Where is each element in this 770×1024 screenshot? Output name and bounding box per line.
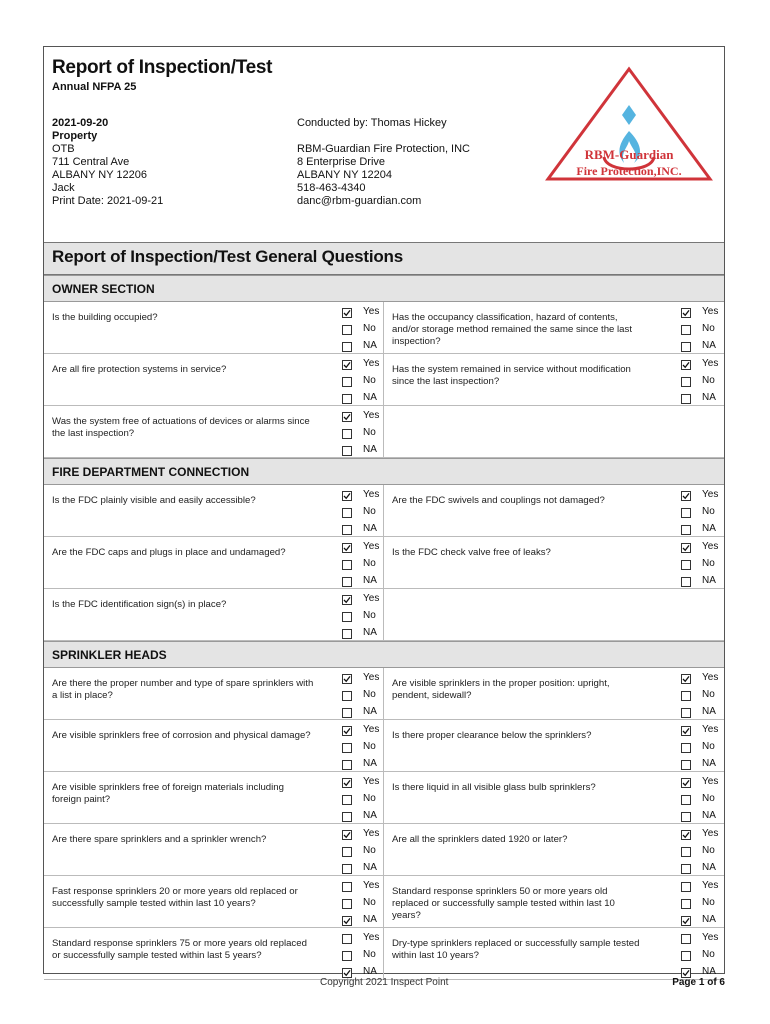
checkbox-yes[interactable] bbox=[681, 830, 691, 840]
checkbox-no[interactable] bbox=[681, 899, 691, 909]
checkbox-na[interactable] bbox=[342, 577, 352, 587]
answer-option[interactable] bbox=[681, 826, 731, 843]
checkbox-yes[interactable] bbox=[342, 882, 352, 892]
property-contact: Jack bbox=[52, 182, 75, 194]
checkbox-yes[interactable] bbox=[342, 308, 352, 318]
question-text: Standard response sprinklers 50 or more years old replaced or successfully sample tested within last 10 years? bbox=[392, 886, 615, 921]
option-label: No bbox=[702, 741, 715, 752]
checkmark-icon bbox=[343, 917, 351, 925]
option-label: No bbox=[702, 558, 715, 569]
checkmark-icon bbox=[682, 361, 690, 369]
checkmark-icon bbox=[343, 309, 351, 317]
company-name: RBM-Guardian Fire Protection, INC bbox=[297, 143, 470, 155]
checkbox-na[interactable] bbox=[681, 342, 691, 352]
checkbox-no[interactable] bbox=[342, 795, 352, 805]
empty-cell bbox=[384, 406, 724, 457]
answer-option[interactable] bbox=[681, 390, 731, 407]
checkmark-icon bbox=[682, 727, 690, 735]
answer-option[interactable] bbox=[681, 338, 731, 355]
option-label: NA bbox=[702, 758, 716, 769]
checkbox-na[interactable] bbox=[681, 394, 691, 404]
checkbox-yes[interactable] bbox=[681, 934, 691, 944]
question-cell bbox=[44, 302, 384, 353]
option-label: Yes bbox=[702, 932, 719, 943]
checkbox-no[interactable] bbox=[681, 377, 691, 387]
question-text: Is there liquid in all visible glass bulb sprinklers? bbox=[392, 782, 596, 793]
option-label: No bbox=[363, 427, 376, 438]
option-label: No bbox=[363, 506, 376, 517]
checkbox-no[interactable] bbox=[681, 743, 691, 753]
option-label: No bbox=[363, 323, 376, 334]
company-phone: 518-463-4340 bbox=[297, 182, 366, 194]
checkbox-na[interactable] bbox=[681, 916, 691, 926]
company-address-line2: ALBANY NY 12204 bbox=[297, 169, 392, 181]
checkmark-icon bbox=[343, 779, 351, 787]
answer-option[interactable] bbox=[681, 912, 731, 929]
checkmark-icon bbox=[343, 361, 351, 369]
option-label: No bbox=[363, 949, 376, 960]
question-cell bbox=[384, 772, 724, 823]
checkbox-na[interactable] bbox=[342, 446, 352, 456]
question-row bbox=[44, 406, 724, 458]
footer-page-number: Page 1 of 6 bbox=[672, 977, 725, 988]
logo-line2: Fire Protection,INC. bbox=[576, 164, 682, 178]
option-label: No bbox=[363, 558, 376, 569]
option-label: NA bbox=[363, 758, 377, 769]
checkbox-no[interactable] bbox=[342, 951, 352, 961]
answer-option[interactable] bbox=[681, 556, 731, 573]
checkbox-no[interactable] bbox=[342, 691, 352, 701]
question-text: Are visible sprinklers free of corrosion and physical damage? bbox=[52, 730, 311, 741]
section-title: SPRINKLER HEADS bbox=[52, 648, 167, 662]
answer-options bbox=[681, 722, 731, 773]
question-row bbox=[44, 668, 724, 720]
answer-option[interactable] bbox=[681, 521, 731, 538]
question-text: Standard response sprinklers 75 or more years old replaced or successfully sample tested within last 5 years? bbox=[52, 938, 307, 961]
option-label: NA bbox=[363, 392, 377, 403]
answer-option[interactable] bbox=[681, 504, 731, 521]
checkbox-na[interactable] bbox=[342, 916, 352, 926]
option-label: NA bbox=[363, 340, 377, 351]
checkmark-icon bbox=[343, 969, 351, 977]
report-page bbox=[43, 46, 725, 977]
answer-option[interactable] bbox=[681, 947, 731, 964]
checkbox-yes[interactable] bbox=[681, 674, 691, 684]
question-cell bbox=[384, 720, 724, 771]
option-label: NA bbox=[363, 444, 377, 455]
answer-options bbox=[681, 356, 731, 407]
option-label: NA bbox=[702, 523, 716, 534]
option-label: No bbox=[702, 793, 715, 804]
checkbox-yes[interactable] bbox=[681, 543, 691, 553]
question-cell bbox=[44, 824, 384, 875]
option-label: Yes bbox=[702, 776, 719, 787]
checkbox-yes[interactable] bbox=[681, 778, 691, 788]
option-label: NA bbox=[702, 706, 716, 717]
question-cell bbox=[44, 772, 384, 823]
checkbox-na[interactable] bbox=[342, 525, 352, 535]
checkbox-na[interactable] bbox=[342, 342, 352, 352]
answer-option[interactable] bbox=[681, 739, 731, 756]
option-label: NA bbox=[702, 914, 716, 925]
checkbox-no[interactable] bbox=[681, 951, 691, 961]
conducted-by: Conducted by: Thomas Hickey bbox=[297, 117, 447, 129]
checkbox-no[interactable] bbox=[681, 847, 691, 857]
option-label: NA bbox=[702, 340, 716, 351]
question-text: Is the building occupied? bbox=[52, 312, 158, 323]
option-label: No bbox=[702, 845, 715, 856]
question-text: Fast response sprinklers 20 or more years old replaced or successfully sample tested within last 10 years? bbox=[52, 886, 298, 909]
question-cell bbox=[44, 485, 384, 536]
question-cell bbox=[384, 485, 724, 536]
option-label: Yes bbox=[702, 672, 719, 683]
question-text: Are the FDC caps and plugs in place and undamaged? bbox=[52, 547, 286, 558]
option-label: NA bbox=[702, 392, 716, 403]
checkmark-icon bbox=[682, 544, 690, 552]
answer-option[interactable] bbox=[681, 356, 731, 373]
question-cell bbox=[384, 928, 724, 979]
section-title: OWNER SECTION bbox=[52, 282, 155, 296]
answer-option[interactable] bbox=[681, 808, 731, 825]
option-label: NA bbox=[363, 575, 377, 586]
answer-option[interactable] bbox=[681, 860, 731, 877]
option-label: No bbox=[363, 845, 376, 856]
checkbox-na[interactable] bbox=[342, 708, 352, 718]
checkbox-no[interactable] bbox=[342, 508, 352, 518]
answer-option[interactable] bbox=[681, 373, 731, 390]
question-text: Dry-type sprinklers replaced or successfully sample tested within last 10 years? bbox=[392, 938, 640, 961]
option-label: Yes bbox=[702, 306, 719, 317]
option-label: Yes bbox=[363, 358, 380, 369]
checkmark-icon bbox=[343, 492, 351, 500]
option-label: Yes bbox=[363, 672, 380, 683]
answer-option[interactable] bbox=[681, 704, 731, 721]
answer-options bbox=[681, 826, 731, 877]
answer-options bbox=[681, 670, 731, 721]
checkbox-no[interactable] bbox=[342, 377, 352, 387]
company-block bbox=[297, 143, 470, 208]
checkmark-icon bbox=[682, 917, 690, 925]
checkbox-yes[interactable] bbox=[342, 830, 352, 840]
checkbox-yes[interactable] bbox=[342, 595, 352, 605]
company-address-line1: 8 Enterprise Drive bbox=[297, 156, 386, 168]
question-text: Is the FDC check valve free of leaks? bbox=[392, 547, 551, 558]
answer-options bbox=[681, 304, 731, 355]
checkbox-na[interactable] bbox=[342, 760, 352, 770]
checkbox-no[interactable] bbox=[342, 560, 352, 570]
checkbox-na[interactable] bbox=[681, 864, 691, 874]
question-cell bbox=[44, 668, 384, 719]
answer-option[interactable] bbox=[681, 756, 731, 773]
question-text: Are there the proper number and type of spare sprinklers with a list in place? bbox=[52, 678, 314, 701]
option-label: No bbox=[363, 375, 376, 386]
answer-option[interactable] bbox=[681, 573, 731, 590]
question-cell bbox=[384, 668, 724, 719]
answer-option[interactable] bbox=[681, 774, 731, 791]
question-cell bbox=[384, 354, 724, 405]
report-date: 2021-09-20 bbox=[52, 117, 109, 129]
checkbox-na[interactable] bbox=[342, 629, 352, 639]
option-label: No bbox=[363, 741, 376, 752]
checkmark-icon bbox=[343, 596, 351, 604]
checkbox-na[interactable] bbox=[681, 760, 691, 770]
checkbox-yes[interactable] bbox=[681, 726, 691, 736]
question-text: Are visible sprinklers free of foreign materials including foreign paint? bbox=[52, 782, 284, 805]
checkbox-no[interactable] bbox=[342, 847, 352, 857]
option-label: Yes bbox=[702, 724, 719, 735]
question-text: Are visible sprinklers in the proper position: upright, pendent, sidewall? bbox=[392, 678, 610, 701]
question-cell bbox=[44, 876, 384, 927]
option-label: NA bbox=[363, 706, 377, 717]
question-row bbox=[44, 485, 724, 537]
option-label: Yes bbox=[363, 828, 380, 839]
section-title: FIRE DEPARTMENT CONNECTION bbox=[52, 465, 250, 479]
report-header bbox=[44, 47, 724, 242]
checkmark-icon bbox=[682, 675, 690, 683]
property-address-line1: 711 Central Ave bbox=[52, 156, 130, 168]
checkbox-na[interactable] bbox=[681, 812, 691, 822]
question-text: Are there spare sprinklers and a sprinkler wrench? bbox=[52, 834, 267, 845]
checkbox-yes[interactable] bbox=[342, 778, 352, 788]
answer-options bbox=[681, 487, 731, 538]
answer-options bbox=[681, 930, 731, 981]
report-subtitle: Annual NFPA 25 bbox=[52, 81, 137, 93]
option-label: Yes bbox=[363, 880, 380, 891]
company-logo bbox=[544, 65, 714, 183]
checkmark-icon bbox=[343, 831, 351, 839]
checkbox-na[interactable] bbox=[681, 577, 691, 587]
option-label: Yes bbox=[702, 489, 719, 500]
option-label: NA bbox=[363, 810, 377, 821]
checkmark-icon bbox=[343, 727, 351, 735]
option-label: Yes bbox=[363, 593, 380, 604]
option-label: No bbox=[702, 897, 715, 908]
answer-option[interactable] bbox=[681, 687, 731, 704]
checkbox-no[interactable] bbox=[681, 560, 691, 570]
checkmark-icon bbox=[682, 309, 690, 317]
question-cell bbox=[44, 589, 384, 640]
checkbox-yes[interactable] bbox=[342, 412, 352, 422]
question-text: Are all the sprinklers dated 1920 or later? bbox=[392, 834, 568, 845]
checkbox-no[interactable] bbox=[342, 612, 352, 622]
option-label: NA bbox=[363, 627, 377, 638]
logo-line1: RBM-Guardian bbox=[584, 147, 674, 162]
checkbox-no[interactable] bbox=[342, 429, 352, 439]
section-header bbox=[44, 458, 724, 485]
checkbox-na[interactable] bbox=[681, 708, 691, 718]
option-label: NA bbox=[363, 862, 377, 873]
footer-copyright: Copyright 2021 Inspect Point bbox=[320, 977, 449, 988]
checkbox-no[interactable] bbox=[681, 691, 691, 701]
option-label: Yes bbox=[702, 880, 719, 891]
checkbox-na[interactable] bbox=[342, 812, 352, 822]
answer-option[interactable] bbox=[681, 722, 731, 739]
question-row bbox=[44, 928, 724, 980]
option-label: No bbox=[702, 375, 715, 386]
option-label: No bbox=[363, 610, 376, 621]
option-label: No bbox=[363, 897, 376, 908]
question-text: Are all fire protection systems in service? bbox=[52, 364, 227, 375]
option-label: No bbox=[702, 506, 715, 517]
option-label: Yes bbox=[702, 541, 719, 552]
answer-option[interactable] bbox=[681, 670, 731, 687]
question-row bbox=[44, 720, 724, 772]
checkmark-icon bbox=[343, 544, 351, 552]
checkmark-icon bbox=[343, 675, 351, 683]
checkmark-icon bbox=[343, 413, 351, 421]
checkbox-yes[interactable] bbox=[342, 543, 352, 553]
checkmark-icon bbox=[682, 831, 690, 839]
question-row bbox=[44, 772, 724, 824]
checkbox-yes[interactable] bbox=[342, 934, 352, 944]
question-text: Has the occupancy classification, hazard of contents, and/or storage method remained the same since the last inspection? bbox=[392, 312, 632, 347]
answer-options bbox=[681, 774, 731, 825]
property-address-line2: ALBANY NY 12206 bbox=[52, 169, 147, 181]
property-label: Property bbox=[52, 130, 98, 142]
option-label: NA bbox=[702, 966, 716, 977]
checkbox-yes[interactable] bbox=[681, 360, 691, 370]
option-label: Yes bbox=[702, 828, 719, 839]
checkbox-yes[interactable] bbox=[342, 726, 352, 736]
answer-option[interactable] bbox=[681, 895, 731, 912]
answer-options bbox=[681, 878, 731, 929]
question-cell bbox=[44, 720, 384, 771]
answer-option[interactable] bbox=[681, 304, 731, 321]
checkbox-yes[interactable] bbox=[342, 491, 352, 501]
print-date: Print Date: 2021-09-21 bbox=[52, 195, 164, 207]
answer-option[interactable] bbox=[681, 878, 731, 895]
checkbox-yes[interactable] bbox=[681, 882, 691, 892]
option-label: NA bbox=[702, 810, 716, 821]
option-label: No bbox=[363, 793, 376, 804]
option-label: NA bbox=[702, 575, 716, 586]
checkbox-yes[interactable] bbox=[681, 308, 691, 318]
checkbox-yes[interactable] bbox=[681, 491, 691, 501]
option-label: Yes bbox=[363, 724, 380, 735]
option-label: No bbox=[702, 689, 715, 700]
checkbox-na[interactable] bbox=[681, 525, 691, 535]
question-text: Is the FDC identification sign(s) in place? bbox=[52, 599, 227, 610]
option-label: Yes bbox=[702, 358, 719, 369]
answer-option[interactable] bbox=[681, 791, 731, 808]
question-row bbox=[44, 824, 724, 876]
checkmark-icon bbox=[682, 969, 690, 977]
checkmark-icon bbox=[682, 779, 690, 787]
option-label: Yes bbox=[363, 489, 380, 500]
checkbox-yes[interactable] bbox=[342, 360, 352, 370]
question-text: Are the FDC swivels and couplings not damaged? bbox=[392, 495, 605, 506]
question-row bbox=[44, 589, 724, 641]
option-label: Yes bbox=[363, 932, 380, 943]
checkbox-no[interactable] bbox=[681, 325, 691, 335]
option-label: NA bbox=[363, 966, 377, 977]
answer-option[interactable] bbox=[681, 321, 731, 338]
checkmark-icon bbox=[682, 492, 690, 500]
checkbox-no[interactable] bbox=[681, 795, 691, 805]
general-questions-title-bar bbox=[44, 242, 724, 275]
question-cell bbox=[44, 354, 384, 405]
checkbox-no[interactable] bbox=[681, 508, 691, 518]
answer-option[interactable] bbox=[681, 539, 731, 556]
question-cell bbox=[384, 824, 724, 875]
option-label: Yes bbox=[363, 541, 380, 552]
option-label: NA bbox=[363, 914, 377, 925]
question-text: Was the system free of actuations of devices or alarms since the last inspection? bbox=[52, 416, 310, 439]
section-header bbox=[44, 641, 724, 668]
property-name: OTB bbox=[52, 143, 75, 155]
checkbox-no[interactable] bbox=[342, 743, 352, 753]
answer-option[interactable] bbox=[681, 930, 731, 947]
checkbox-no[interactable] bbox=[342, 899, 352, 909]
question-text: Is there proper clearance below the sprinklers? bbox=[392, 730, 592, 741]
option-label: Yes bbox=[363, 306, 380, 317]
answer-options bbox=[681, 539, 731, 590]
answer-option[interactable] bbox=[681, 487, 731, 504]
answer-option[interactable] bbox=[681, 843, 731, 860]
option-label: Yes bbox=[363, 410, 380, 421]
option-label: Yes bbox=[363, 776, 380, 787]
question-cell bbox=[384, 302, 724, 353]
question-row bbox=[44, 876, 724, 928]
question-row bbox=[44, 354, 724, 406]
report-title: Report of Inspection/Test bbox=[52, 57, 273, 78]
question-row bbox=[44, 537, 724, 589]
question-cell bbox=[44, 406, 384, 457]
option-label: NA bbox=[363, 523, 377, 534]
option-label: No bbox=[363, 689, 376, 700]
general-questions-title: Report of Inspection/Test General Questions bbox=[52, 247, 403, 266]
question-text: Has the system remained in service without modification since the last inspection? bbox=[392, 364, 631, 387]
property-block bbox=[52, 117, 163, 208]
checkbox-yes[interactable] bbox=[342, 674, 352, 684]
option-label: No bbox=[702, 949, 715, 960]
question-text: Is the FDC plainly visible and easily accessible? bbox=[52, 495, 256, 506]
option-label: NA bbox=[702, 862, 716, 873]
checkbox-no[interactable] bbox=[342, 325, 352, 335]
option-label: No bbox=[702, 323, 715, 334]
question-cell bbox=[384, 876, 724, 927]
section-header bbox=[44, 275, 724, 302]
checkbox-na[interactable] bbox=[342, 394, 352, 404]
question-cell bbox=[44, 928, 384, 979]
question-cell bbox=[384, 537, 724, 588]
empty-cell bbox=[384, 589, 724, 640]
question-row bbox=[44, 302, 724, 354]
question-cell bbox=[44, 537, 384, 588]
company-email: danc@rbm-guardian.com bbox=[297, 195, 422, 207]
checkbox-na[interactable] bbox=[342, 864, 352, 874]
